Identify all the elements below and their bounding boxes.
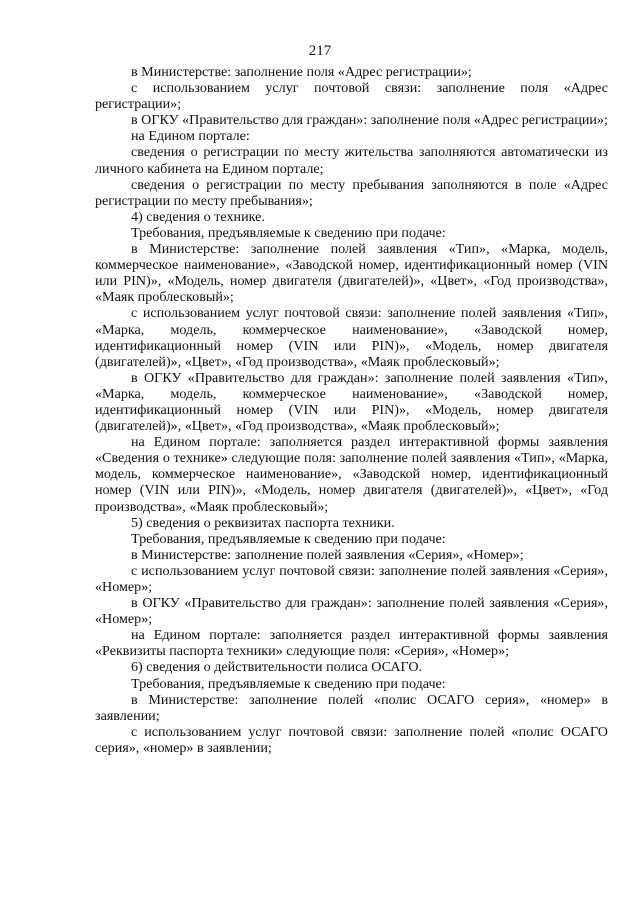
paragraph: с использованием услуг почтовой связи: заполнение полей «полис ОСАГО серия», «номер» в заявлении; <box>95 723 608 756</box>
paragraph: в Министерстве: заполнение полей заявления «Серия», «Номер»; <box>131 546 524 563</box>
paragraph: в ОГКУ «Правительство для граждан»: заполнение полей заявления «Тип», «Марка, модель, коммерческое наименование», «Заводской номер, идентификационный номер (VIN или PIN)», «Модель, номер двигателя (двигателей)», «Цвет», «Год производства», «Маяк проблесковый»; <box>95 369 608 435</box>
paragraph: с использованием услуг почтовой связи: заполнение полей заявления «Серия», «Номер»; <box>95 562 608 595</box>
paragraph: в Министерстве: заполнение полей заявления «Тип», «Марка, модель, коммерческое наименование», «Заводской номер, идентификационный номер (VIN или PIN)», «Модель, номер двигателя (двигателей)», «Цвет», «Год производства», «Маяк проблесковый»; <box>95 241 608 306</box>
paragraph: в Министерстве: заполнение полей «полис ОСАГО серия», «номер» в заявлении; <box>95 691 608 724</box>
paragraph: 5) сведения о реквизитах паспорта техники. <box>131 514 395 531</box>
paragraph: Требования, предъявляемые к сведению при подаче: <box>131 675 446 692</box>
paragraph: в Министерстве: заполнение поля «Адрес регистрации»; <box>131 64 472 80</box>
paragraph: сведения о регистрации по месту пребывания заполняются в поле «Адрес регистрации по месту пребывания»; <box>95 176 608 209</box>
paragraph: 6) сведения о действительности полиса ОСАГО. <box>131 659 423 676</box>
paragraph: с использованием услуг почтовой связи: заполнение поля «Адрес регистрации»; <box>95 80 608 113</box>
paragraph: Требования, предъявляемые к сведению при подаче: <box>131 224 446 241</box>
paragraph: 4) сведения о технике. <box>131 208 265 225</box>
paragraph: Требования, предъявляемые к сведению при подаче: <box>131 530 446 547</box>
paragraph: на Едином портале: заполняется раздел интерактивной формы заявления «Сведения о технике» следующие поля: заполнение полей заявления «Тип», «Марка, модель, коммерческое наименование», «Заводской номер, идентификационный номер (VIN или PIN)», «Модель, номер двигателя (двигателей)», «Цвет», «Год производства», «Маяк проблесковый»; <box>95 434 608 515</box>
paragraph: в ОГКУ «Правительство для граждан»: заполнение полей заявления «Серия», «Номер»; <box>95 595 608 628</box>
paragraph: на Едином портале: заполняется раздел интерактивной формы заявления «Реквизиты паспорта техники» следующие поля: «Серия», «Номер»; <box>95 627 608 660</box>
paragraph: сведения о регистрации по месту жительства заполняются автоматически из личного кабинета на Едином портале; <box>95 144 608 177</box>
paragraph: в ОГКУ «Правительство для граждан»: заполнение поля «Адрес регистрации»; <box>131 112 608 129</box>
page-number: 217 <box>308 43 332 59</box>
paragraph: на Едином портале: <box>131 128 250 145</box>
paragraph: с использованием услуг почтовой связи: заполнение полей заявления «Тип», «Марка, модель, коммерческое наименование», «Заводской номер, идентификационный номер (VIN или PIN)», «Модель, номер двигателя (двигателей)», «Цвет», «Год производства», «Маяк проблесковый»; <box>95 305 608 370</box>
document-body <box>95 64 608 756</box>
